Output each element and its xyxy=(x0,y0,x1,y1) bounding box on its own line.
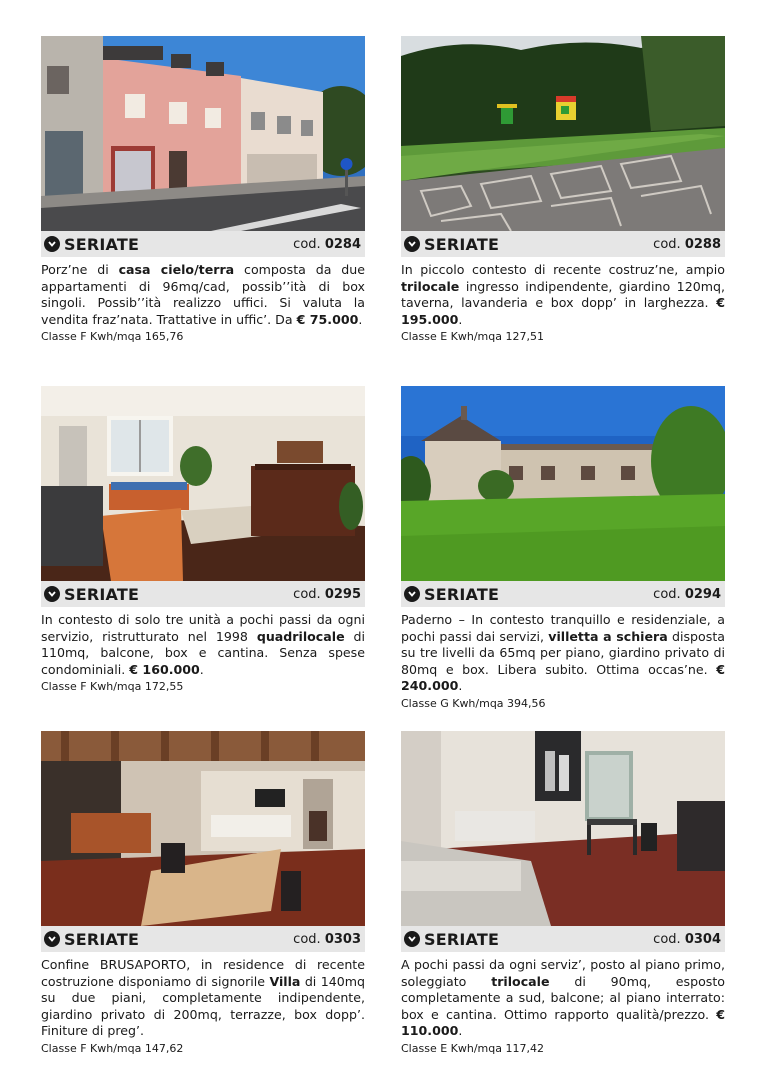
energy-class: Classe E Kwh/mqa 117,42 xyxy=(401,1041,544,1055)
listing-card[interactable] xyxy=(41,36,365,343)
listing-card[interactable] xyxy=(41,386,365,693)
garden-patio-photo xyxy=(401,36,725,231)
listing-code: cod. 0303 xyxy=(293,931,361,947)
energy-class: Classe E Kwh/mqa 127,51 xyxy=(401,330,544,344)
location-pin-icon xyxy=(44,586,60,602)
listing-description: Porz’ne di casa cielo/terra composta da due appartamenti di 96mq/cad, possib’’ità di box singoli. Possib’’ità realizzo uffici. Si valuta la vendita fraz’nata. Trattative in uffic’. Da € 75.000. xyxy=(41,262,365,327)
listing-header-bar xyxy=(401,581,725,607)
street-facade-photo xyxy=(41,36,365,231)
city-name: SERIATE xyxy=(424,234,500,254)
listing-code: cod. 0295 xyxy=(293,586,361,602)
listing-description: In contesto di solo tre unità a pochi passi da ogni servizio, ristrutturato nel 1998 quadrilocale di 110mq, balcone, box e cantina. Senza spese condominiali. € 160.000. xyxy=(41,612,366,677)
listing-header-bar xyxy=(401,926,725,952)
listing-card[interactable] xyxy=(41,731,365,1055)
energy-class: Classe F Kwh/mqa 172,55 xyxy=(41,680,184,694)
living-room-photo xyxy=(41,386,365,581)
listing-code: cod. 0288 xyxy=(653,236,721,252)
listing-header-bar xyxy=(41,926,365,952)
listing-code: cod. 0294 xyxy=(653,586,721,602)
city-name: SERIATE xyxy=(64,234,140,254)
location-pin-icon xyxy=(404,586,420,602)
listing-header-bar xyxy=(401,231,725,257)
listing-card[interactable] xyxy=(401,731,725,1055)
listing-header-bar xyxy=(41,581,365,607)
listing-card[interactable] xyxy=(401,386,725,710)
open-plan-interior-photo xyxy=(41,731,365,926)
listing-description: Paderno – In contesto tranquillo e residenziale, a pochi passi dai servizi, villetta a schiera disposta su tre livelli da 65mq per piano, giardino privato di 80mq e box. Libera subito. Ottima occas’ne. € 240.000. xyxy=(401,612,725,694)
listing-code: cod. 0284 xyxy=(293,236,361,252)
listing-card[interactable] xyxy=(401,36,725,343)
location-pin-icon xyxy=(404,236,420,252)
listing-code: cod. 0304 xyxy=(653,931,721,947)
city-name: SERIATE xyxy=(64,929,140,949)
energy-class: Classe F Kwh/mqa 147,62 xyxy=(41,1041,184,1055)
terraced-houses-photo xyxy=(401,386,725,581)
location-pin-icon xyxy=(44,236,60,252)
energy-class: Classe G Kwh/mqa 394,56 xyxy=(401,696,546,710)
city-name: SERIATE xyxy=(64,584,140,604)
energy-class: Classe F Kwh/mqa 165,76 xyxy=(41,330,184,344)
location-pin-icon xyxy=(44,931,60,947)
listing-description: A pochi passi da ogni serviz’, posto al piano primo, soleggiato trilocale di 90mq, esposto completamente a sud, balcone; al piano interrato: box e cantina. Ottimo rapporto qualità/prezzo. € 110.000. xyxy=(401,957,725,1039)
listing-description: In piccolo contesto di recente costruz’ne, ampio trilocale ingresso indipendente, giardino 120mq, taverna, lavanderia e box dopp’ in larghezza. € 195.000. xyxy=(401,262,725,327)
listing-header-bar xyxy=(41,231,365,257)
white-sofa-living-photo xyxy=(401,731,725,926)
location-pin-icon xyxy=(404,931,420,947)
city-name: SERIATE xyxy=(424,929,500,949)
city-name: SERIATE xyxy=(424,584,500,604)
listing-description: Confine BRUSAPORTO, in residence di recente costruzione disponiamo di signorile Villa di 140mq su due piani, completamente indipendente, giardino privato di 200mq, terrazze, box dopp’. Finiture di preg’. xyxy=(41,957,365,1039)
